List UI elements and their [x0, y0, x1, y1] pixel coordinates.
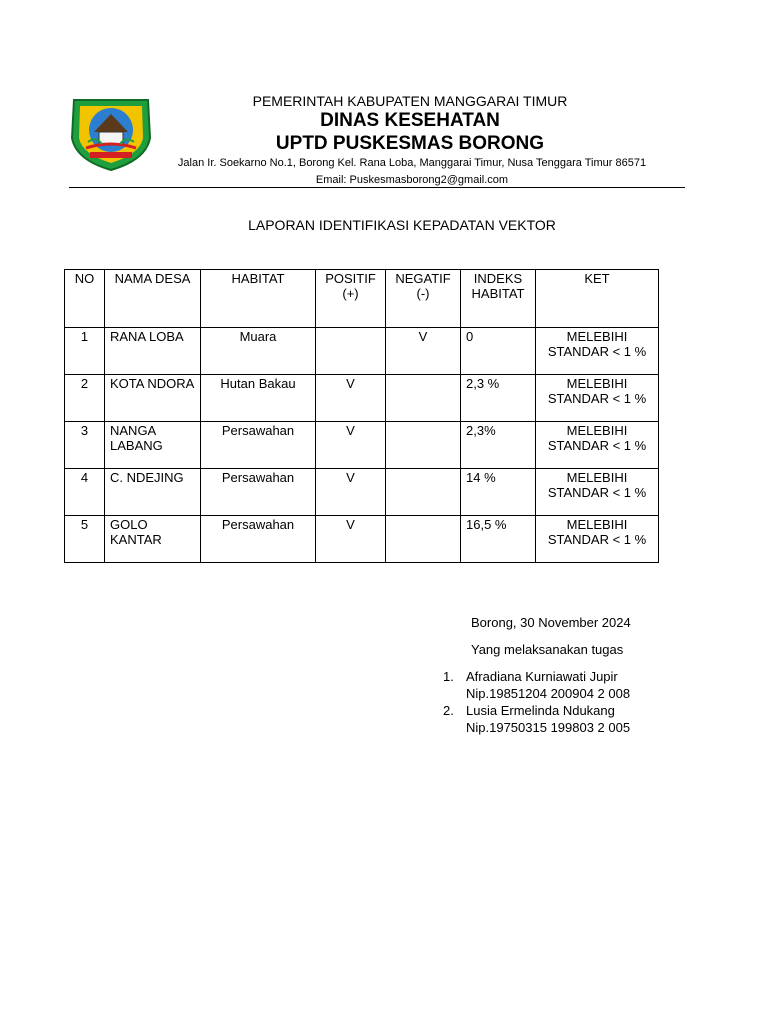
kop-department: DINAS KESEHATAN: [320, 110, 500, 131]
table-row: [65, 516, 659, 563]
cell-ket: MELEBIHI STANDAR < 1 %: [536, 422, 659, 469]
cell-ket: MELEBIHI STANDAR < 1 %: [536, 375, 659, 422]
cell-indeks: 16,5 %: [461, 516, 536, 563]
cell-positif: V: [316, 469, 386, 516]
kop-government: PEMERINTAH KABUPATEN MANGGARAI TIMUR: [252, 93, 568, 109]
kop-divider: [69, 187, 685, 188]
cell-habitat: Persawahan: [201, 422, 316, 469]
table-header-row: [65, 270, 659, 328]
signature-role: Yang melaksanakan tugas: [471, 642, 624, 657]
signer-number: 1.: [443, 669, 454, 684]
vector-density-table: [64, 269, 659, 563]
cell-indeks: 2,3%: [461, 422, 536, 469]
header-habitat: HABITAT: [201, 270, 316, 328]
header-nama-desa: NAMA DESA: [105, 270, 201, 328]
cell-negatif: [386, 375, 461, 422]
cell-desa: RANA LOBA: [105, 328, 201, 375]
header-negatif: NEGATIF (-): [386, 270, 461, 328]
regency-emblem-logo: [66, 92, 156, 172]
table-row: [65, 328, 659, 375]
cell-negatif: V: [386, 328, 461, 375]
cell-positif: V: [316, 516, 386, 563]
header-ket: KET: [536, 270, 659, 328]
cell-ket: MELEBIHI STANDAR < 1 %: [536, 328, 659, 375]
signature-place-date: Borong, 30 November 2024: [471, 615, 631, 630]
kop-address: Jalan Ir. Soekarno No.1, Borong Kel. Rana Loba, Manggarai Timur, Nusa Tenggara Timur 86571: [177, 157, 647, 169]
cell-positif: V: [316, 375, 386, 422]
cell-desa: C. NDEJING: [105, 469, 201, 516]
cell-no: 4: [65, 469, 105, 516]
table-row: [65, 375, 659, 422]
kop-email: Email: Puskesmasborong2@gmail.com: [315, 174, 509, 186]
cell-desa: GOLO KANTAR: [105, 516, 201, 563]
kop-institution: UPTD PUSKESMAS BORONG: [275, 133, 545, 154]
cell-positif: [316, 328, 386, 375]
signer-name: Afradiana Kurniawati Jupir: [466, 669, 618, 684]
cell-negatif: [386, 516, 461, 563]
cell-no: 2: [65, 375, 105, 422]
report-title: LAPORAN IDENTIFIKASI KEPADATAN VEKTOR: [248, 217, 556, 233]
signer-name: Lusia Ermelinda Ndukang: [466, 703, 615, 718]
cell-negatif: [386, 469, 461, 516]
cell-no: 3: [65, 422, 105, 469]
table-row: [65, 469, 659, 516]
header-positif: POSITIF (+): [316, 270, 386, 328]
cell-desa: NANGA LABANG: [105, 422, 201, 469]
cell-habitat: Persawahan: [201, 516, 316, 563]
signer-nip: Nip.19750315 199803 2 005: [466, 720, 631, 735]
cell-desa: KOTA NDORA: [105, 375, 201, 422]
cell-ket: MELEBIHI STANDAR < 1 %: [536, 469, 659, 516]
cell-positif: V: [316, 422, 386, 469]
cell-indeks: 0: [461, 328, 536, 375]
cell-habitat: Persawahan: [201, 469, 316, 516]
cell-indeks: 2,3 %: [461, 375, 536, 422]
cell-negatif: [386, 422, 461, 469]
cell-habitat: Muara: [201, 328, 316, 375]
cell-indeks: 14 %: [461, 469, 536, 516]
table-row: [65, 422, 659, 469]
cell-habitat: Hutan Bakau: [201, 375, 316, 422]
signer-nip: Nip.19851204 200904 2 008: [466, 686, 631, 701]
header-indeks: INDEKS HABITAT: [461, 270, 536, 328]
cell-ket: MELEBIHI STANDAR < 1 %: [536, 516, 659, 563]
cell-no: 1: [65, 328, 105, 375]
cell-no: 5: [65, 516, 105, 563]
signer-number: 2.: [443, 703, 454, 718]
header-no: NO: [65, 270, 105, 328]
